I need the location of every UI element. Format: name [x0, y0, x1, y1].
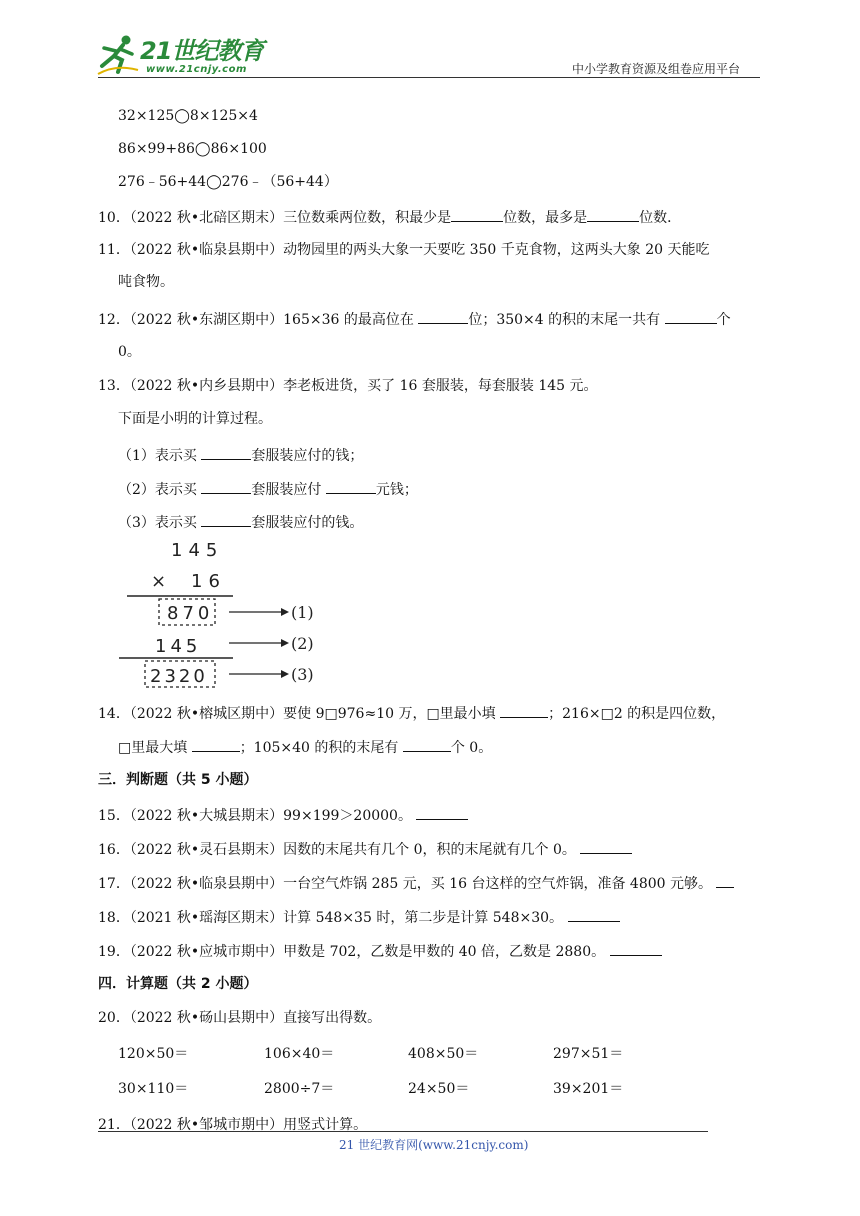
question-16	[98, 839, 632, 859]
question-12	[98, 309, 731, 329]
q14-text-c: □里最大填	[118, 740, 188, 756]
header-divider	[98, 77, 760, 78]
answer-blank[interactable]	[451, 207, 503, 222]
label-2: (2)	[291, 634, 314, 653]
platform-name: 中小学教育资源及组卷应用平台	[572, 62, 741, 76]
answer-blank[interactable]	[403, 737, 451, 752]
answer-blank[interactable]	[326, 479, 376, 494]
calc-item: 297×51＝	[553, 1046, 624, 1062]
q13-p3-text-a: （3）表示买	[118, 515, 197, 531]
answer-blank[interactable]	[665, 309, 717, 324]
question-13-part2	[118, 479, 418, 499]
q13-p2-text-c: 元钱；	[375, 482, 418, 498]
question-13: 13．（2022 秋•内乡县期中）李老板进货，买了 16 套服装，每套服装 145 元。	[98, 378, 598, 394]
question-11-cont: 吨食物。	[118, 274, 174, 290]
calc-item: 24×50＝	[408, 1081, 470, 1097]
section-4-heading: 四．计算题（共 2 小题）	[98, 976, 258, 992]
calc-item: 408×50＝	[408, 1046, 479, 1062]
final-product: 2320	[150, 666, 208, 687]
answer-blank[interactable]	[201, 445, 251, 460]
q14-text-a: 14．（2022 秋•榕城区期中）要使 9□976≈10 万，□里最小填	[98, 706, 496, 722]
question-10	[98, 207, 681, 227]
question-20: 20．（2022 秋•砀山县期中）直接写出得数。	[98, 1010, 382, 1026]
q12-text-c: 个	[716, 312, 731, 328]
partial-product-2: 145	[155, 636, 202, 657]
question-21: 21．（2022 秋•邹城市期中）用竖式计算。	[98, 1117, 368, 1133]
q14-text-d: ；105×40 的积的末尾有	[239, 740, 399, 756]
question-18	[98, 907, 620, 927]
q17-text: 17．（2022 秋•临泉县期中）一台空气炸锅 285 元，买 16 台这样的空气炸锅，准备 4800 元够。	[98, 876, 713, 892]
q10-text-a: 10．（2022 秋•北碚区期末）三位数乘两位数，积最少是	[98, 210, 452, 226]
calc-item: 39×201＝	[553, 1081, 624, 1097]
question-14-cont	[118, 737, 492, 757]
footer-link[interactable]: 21 世纪教育网(www.21cnjy.com)	[339, 1138, 529, 1152]
answer-blank[interactable]	[587, 207, 639, 222]
question-12-cont: 0。	[118, 344, 141, 360]
q10-text-c: 位数．	[639, 210, 682, 226]
answer-blank[interactable]	[201, 479, 251, 494]
q10-text-b: 位数，最多是	[503, 210, 588, 226]
q14-text-e: 个 0。	[450, 740, 493, 756]
logo-url: www.21cnjy.com	[146, 64, 247, 75]
calc-item: 2800÷7＝	[264, 1081, 335, 1097]
question-11: 11．（2022 秋•临泉县期中）动物园里的两头大象一天要吃 350 千克食物，这两头大象 20 天能吃	[98, 242, 710, 258]
q18-text: 18．（2021 秋•瑶海区期末）计算 548×35 时，第二步是计算 548×30。	[98, 910, 564, 926]
answer-blank[interactable]	[418, 309, 468, 324]
answer-blank[interactable]	[201, 512, 251, 527]
multiplicand: 145	[171, 540, 224, 561]
q14-text-b: ；216×□2 的积是四位数，	[548, 706, 726, 722]
q13-p2-text-a: （2）表示买	[118, 482, 197, 498]
question-13-part3	[118, 512, 363, 532]
q12-text-b: 位；350×4 的积的末尾一共有	[468, 312, 661, 328]
answer-blank[interactable]	[610, 941, 662, 956]
partial-product-1: 870	[167, 603, 214, 624]
answer-blank[interactable]	[580, 839, 632, 854]
section-3-heading: 三．判断题（共 5 小题）	[98, 772, 258, 788]
answer-blank[interactable]	[568, 907, 620, 922]
answer-blank[interactable]	[416, 805, 468, 820]
question-13-intro: 下面是小明的计算过程。	[118, 411, 272, 427]
question-17	[98, 873, 734, 893]
answer-blank[interactable]	[716, 873, 734, 888]
compare-line-3: 276﹣56+44◯276﹣（56+44）	[118, 174, 338, 190]
q12-text-a: 12．（2022 秋•东湖区期中）165×36 的最高位在	[98, 312, 414, 328]
runner-logo-icon	[96, 34, 140, 76]
label-3: (3)	[291, 665, 314, 684]
label-1: (1)	[291, 603, 314, 622]
multiplier: 16	[191, 571, 226, 592]
question-14	[98, 703, 725, 723]
footer-divider	[98, 1131, 708, 1132]
question-13-part1	[118, 445, 363, 465]
q13-p1-text-a: （1）表示买	[118, 448, 197, 464]
compare-line-1: 32×125◯8×125×4	[118, 108, 258, 124]
q13-p2-text-b: 套服装应付	[251, 482, 322, 498]
q13-p3-text-b: 套服装应付的钱。	[251, 515, 364, 531]
q19-text: 19．（2022 秋•应城市期中）甲数是 702，乙数是甲数的 40 倍，乙数是 2880。	[98, 944, 606, 960]
logo-title: 21世纪教育	[140, 37, 264, 65]
question-19	[98, 941, 662, 961]
answer-blank[interactable]	[192, 737, 240, 752]
q16-text: 16．（2022 秋•灵石县期末）因数的末尾共有几个 0，积的末尾就有几个 0。	[98, 842, 576, 858]
vertical-multiplication-figure	[115, 536, 325, 696]
compare-line-2: 86×99+86◯86×100	[118, 141, 267, 157]
answer-blank[interactable]	[500, 703, 548, 718]
q13-p1-text-b: 套服装应付的钱；	[251, 448, 364, 464]
calc-item: 30×110＝	[118, 1081, 189, 1097]
question-15	[98, 805, 468, 825]
times-sign: ×	[151, 571, 167, 592]
q15-text: 15．（2022 秋•大城县期末）99×199＞20000。	[98, 808, 412, 824]
calc-item: 106×40＝	[264, 1046, 335, 1062]
calc-item: 120×50＝	[118, 1046, 189, 1062]
